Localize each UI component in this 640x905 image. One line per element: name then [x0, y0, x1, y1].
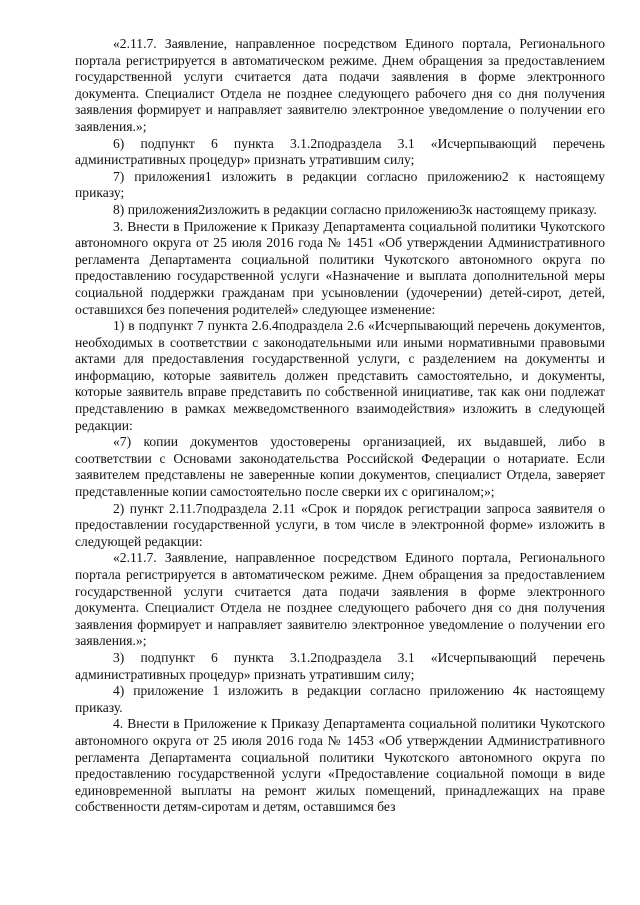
paragraph-section-3: 3. Внести в Приложение к Приказу Департамента социальной политики Чукотского автономного округа от 25 июля 2016 года № 1451 «Об утверждении Административного регламента Департамента социальной политики Чукотского автономного округа по предоставлению государственной услуги «Назначение и выплата дополнительной меры социальной поддержки гражданам при усыновлении (удочерении) детей-сирот, детей, оставшихся без попечения родителей» следующее изменение: — [75, 218, 605, 317]
paragraph-quote-2-11-7: «2.11.7. Заявление, направленное посредством Единого портала, Регионального портала регистрируется в автоматическом режиме. Днем обращения за предоставлением государственной услуги считается дата подачи заявления в форме электронного документа. Специалист Отдела не позднее следующего рабочего дня со дня получения заявления формирует и направляет заявителю электронное уведомление о получении его заявления.»; — [75, 36, 605, 134]
paragraph-quote-2-11-7-repeat: «2.11.7. Заявление, направленное посредством Единого портала, Регионального портала регистрируется в автоматическом режиме. Днем обращения за предоставлением государственной услуги считается дата подачи заявления в форме электронного документа. Специалист Отдела не позднее следующего рабочего дня со дня получения заявления формирует и направляет заявителю электронное уведомление о получении его заявления.»; — [75, 550, 605, 649]
paragraph-section-4: 4. Внести в Приложение к Приказу Департамента социальной политики Чукотского автономного округа от 25 июля 2016 года № 1453 «Об утверждении Административного регламента Департамента социальной политики Чукотского автономного округа по предоставлению государственной услуги «Предоставление социальной помощи в виде единовременной выплаты на ремонт жилых помещений, принадлежащих на праве собственности детям-сиротам и детям, оставшимся без — [75, 716, 605, 815]
document-page — [75, 36, 605, 816]
paragraph-item-8: 8) приложения2изложить в редакции согласно приложению3к настоящему приказу. — [113, 201, 597, 217]
paragraph-item-6: 6) подпункт 6 пункта 3.1.2подраздела 3.1 «Исчерпывающий перечень административных процедур» признать утратившим силу; — [75, 135, 605, 168]
paragraph-section-3-item-2: 2) пункт 2.11.7подраздела 2.11 «Срок и порядок регистрации запроса заявителя о предоставлении государственной услуги, в том числе в электронной форме» изложить в следующей редакции: — [75, 500, 605, 549]
paragraph-section-3-item-4: 4) приложение 1 изложить в редакции согласно приложению 4к настоящему приказу. — [75, 683, 605, 715]
paragraph-item-7: 7) приложения1 изложить в редакции согласно приложению2 к настоящему приказу; — [75, 168, 605, 201]
paragraph-section-3-item-3: 3) подпункт 6 пункта 3.1.2подраздела 3.1 «Исчерпывающий перечень административных процедур» признать утратившим силу; — [75, 649, 605, 682]
paragraph-quote-item-7: «7) копии документов удостоверены организацией, их выдавшей, либо в соответствии с Основами законодательства Российской Федерации о нотариате. Если заявителем представлены не заверенные копии документов, специалист Отдела, заверяет представленные копии самостоятельно после сверки их с оригиналом;»; — [75, 434, 605, 500]
paragraph-section-3-item-1: 1) в подпункт 7 пункта 2.6.4подраздела 2.6 «Исчерпывающий перечень документов, необходимых в соответствии с законодательными или иными нормативными правовыми актами для предоставления государственной услуги, с разделением на документы и информацию, которые заявитель должен представить самостоятельно, и документы, которые заявитель вправе представить по собственной инициативе, так как они подлежат представлению в рамках межведомственного взаимодействия» изложить в следующей редакции: — [75, 318, 605, 433]
